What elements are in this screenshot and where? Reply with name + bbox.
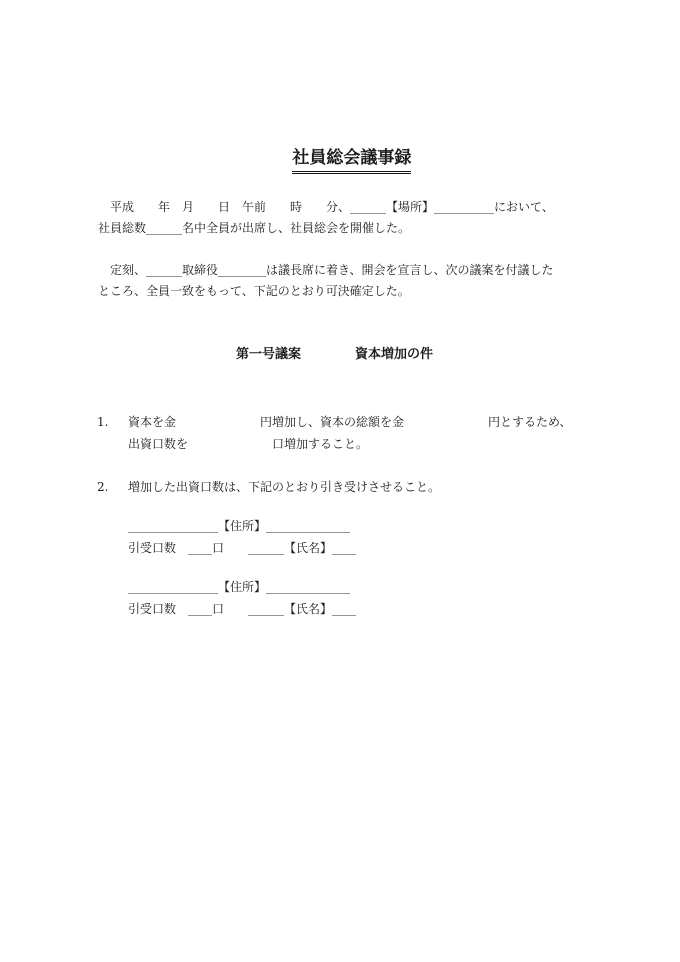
agenda-subject: 資本増加の件 [355, 347, 434, 362]
agenda-number: 第一号議案 [236, 347, 302, 362]
chair-line-1: 定刻、______取締役________は議長席に着き、開会を宣言し、次の議案を付議した [110, 263, 554, 277]
subscriber-1-address-line: _______________【住所】______________ [128, 519, 351, 533]
item-1-line-1: 資本を金 円増加し、資本の総額を金 円とするため、 [128, 415, 572, 429]
subscriber-2-address-line: _______________【住所】______________ [128, 580, 351, 594]
document-title: 社員総会議事録 [292, 146, 411, 174]
item-1-number: 1. [97, 415, 109, 429]
chair-line-2: ところ、全員一致をもって、下記のとおり可決確定した。 [98, 284, 410, 298]
intro-line-1: 平成 年 月 日 午前 時 分、______【場所】__________において、 [110, 200, 554, 214]
subscriber-2-units-line: 引受口数 ____口 ______【氏名】____ [128, 602, 357, 616]
item-2-line-1: 増加した出資口数は、下記のとおり引き受けさせること。 [128, 480, 441, 494]
subscriber-1-units-line: 引受口数 ____口 ______【氏名】____ [128, 541, 357, 555]
item-2-number: 2. [97, 480, 109, 494]
intro-line-2: 社員総数______名中全員が出席し、社員総会を開催した。 [98, 221, 411, 235]
document-title-wrapper [0, 122, 680, 198]
item-1-line-2: 出資口数を 口増加すること。 [128, 437, 369, 451]
